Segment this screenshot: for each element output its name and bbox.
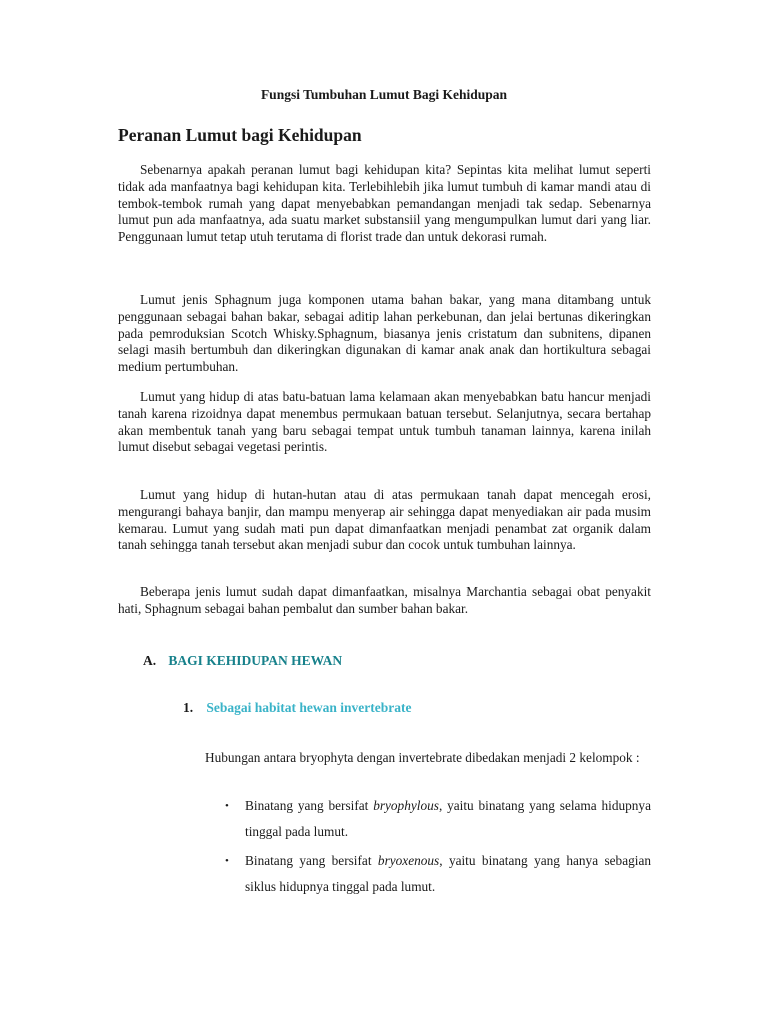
bullet-list bbox=[205, 793, 651, 903]
list-item: • Binatang yang bersifat bryophylous, yaitu binatang yang selama hidupnya tinggal pada lumut. bbox=[205, 793, 651, 845]
term-bryoxenous: bryoxenous bbox=[377, 853, 440, 868]
subsection-1-heading bbox=[183, 700, 412, 716]
bullet-icon: • bbox=[225, 800, 229, 812]
intro-paragraph: Hubungan antara bryophyta dengan invertebrate dibedakan menjadi 2 kelompok : bbox=[205, 750, 640, 765]
bullet-icon: • bbox=[225, 855, 229, 867]
paragraph-1: Sebenarnya apakah peranan lumut bagi kehidupan kita? Sepintas kita melihat lumut seperti tidak ada manfaatnya bagi kehidupan kita. Terlebihlebih jika lumut tumbuh di kamar mandi atau di tembok-tembok rumah yang dapat menyebabkan pemandangan menjadi tak sedap. Sebenarnya lumut pun ada manfaatnya, ada suatu market substansiil yang mengumpulkan lumut dari yang liar. Penggunaan lumut tetap utuh terutama di florist trade dan untuk dekorasi rumah. bbox=[118, 162, 651, 245]
document-title: Fungsi Tumbuhan Lumut Bagi Kehidupan bbox=[260, 87, 508, 102]
subsection-1-marker: 1. bbox=[183, 700, 194, 715]
paragraph-3: Lumut yang hidup di atas batu-batuan lama kelamaan akan menyebabkan batu hancur menjadi tanah karena rizoidnya dapat menembus permukaan batuan tersebut. Selanjutnya, secara bertahap akan membentuk tanah yang baru sebagai tempat untuk tumbuh tanaman lainnya, karena inilah lumut disebut sebagai vegetasi perintis. bbox=[118, 389, 651, 455]
paragraph-4: Lumut yang hidup di hutan-hutan atau di atas permukaan tanah dapat mencegah erosi, mengurangi bahaya banjir, dan mampu menyerap air sehingga dapat menyediakan air pada musim kemarau. Lumut yang sudah mati pun dapat dimanfaatkan menjadi penambat zat organik dalam tanah sehingga tanah tersebut akan menjadi subur dan cocok untuk tumbuhan lainnya. bbox=[118, 487, 651, 553]
list-item: • Binatang yang bersifat bryoxenous, yaitu binatang yang hanya sebagian siklus hidupnya tinggal pada lumut. bbox=[205, 848, 651, 900]
section-a-marker: A. bbox=[143, 653, 157, 668]
term-bryophylous: bryophylous bbox=[373, 798, 439, 813]
paragraph-2: Lumut jenis Sphagnum juga komponen utama bahan bakar, yang mana ditambang untuk penggunaan sebagai bahan bakar, sebagai aditip lahan perkebunan, dan jelai bertunas dikeringkan pada pemroduksian Scotch Whisky.Sphagnum, biasanya jenis cristatum dan subnitens, dipanen selagi masih bertumbuh dan dikeringkan digunakan di kamar anak anak dan hortikultura sebagai medium pertumbuhan. bbox=[118, 292, 651, 375]
paragraph-5: Beberapa jenis lumut sudah dapat dimanfaatkan, misalnya Marchantia sebagai obat penyakit hati, Sphagnum sebagai bahan pembalut dan sumber bahan bakar. bbox=[118, 584, 651, 616]
section-heading: Peranan Lumut bagi Kehidupan bbox=[118, 125, 362, 145]
section-a-heading bbox=[143, 653, 342, 669]
subsection-1-label: Sebagai habitat hewan invertebrate bbox=[206, 700, 412, 715]
section-a-label: BAGI KEHIDUPAN HEWAN bbox=[168, 653, 343, 668]
